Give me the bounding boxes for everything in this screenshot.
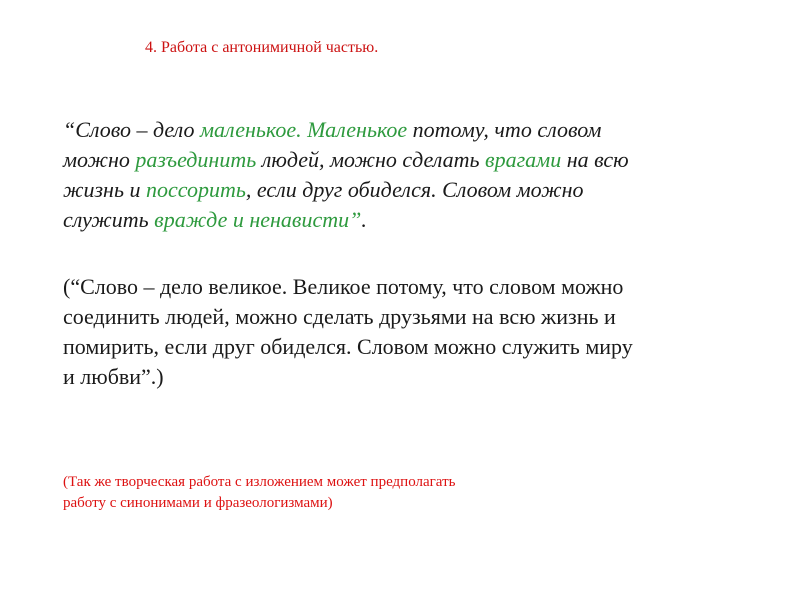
highlighted-word: поссорить xyxy=(145,177,246,202)
quote-text: . xyxy=(361,207,367,232)
highlighted-word: разъединить xyxy=(135,147,257,172)
quote-text: людей, можно сделать xyxy=(256,147,486,172)
quote-line xyxy=(63,115,763,145)
quote-line xyxy=(63,205,763,235)
contrast-paragraph xyxy=(63,272,783,392)
footnote-line: работу с синонимами и фразеологизмами) xyxy=(63,495,333,511)
contrast-line: и любви”.) xyxy=(63,364,164,389)
quote-text: жизнь и xyxy=(63,177,146,202)
quote-text: служить xyxy=(63,207,155,232)
quote-text: , если друг обиделся. Словом можно xyxy=(245,177,584,202)
footnote xyxy=(63,472,455,514)
footnote-line: (Так же творческая работа с изложением может предполагать xyxy=(63,474,456,490)
contrast-line: соединить людей, можно сделать друзьями на всю жизнь и xyxy=(63,304,616,329)
contrast-line: (“Слово – дело великое. Великое потому, что словом можно xyxy=(63,274,624,299)
quote-line xyxy=(63,175,763,205)
section-heading: 4. Работа с антонимичной частью. xyxy=(145,39,379,56)
quote-text: можно xyxy=(63,147,136,172)
highlighted-word: маленькое. Маленькое xyxy=(200,117,408,142)
contrast-line: помирить, если друг обиделся. Словом можно служить миру xyxy=(63,334,633,359)
highlighted-word: вражде и ненависти” xyxy=(154,207,362,232)
quote-line xyxy=(63,145,763,175)
quote-text: потому, что словом xyxy=(407,117,602,142)
quote-text: на всю xyxy=(561,147,629,172)
quote-text: “Слово – дело xyxy=(63,117,201,142)
quote-block xyxy=(63,115,763,235)
highlighted-word: врагами xyxy=(485,147,562,172)
